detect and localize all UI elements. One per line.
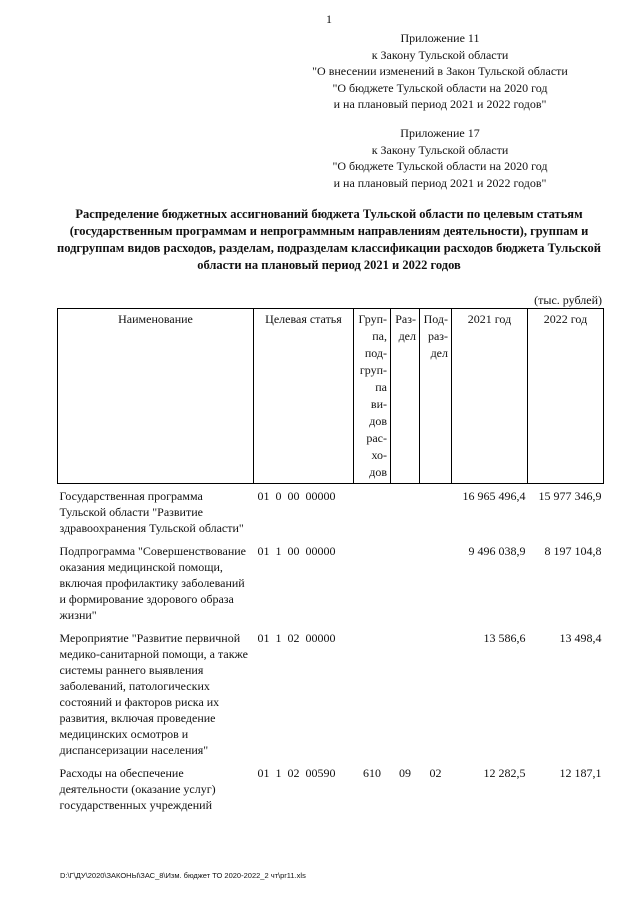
budget-table: [57, 308, 604, 820]
file-path-footer: D:\Г\ДУ\2020\ЗАКОНЫ\ЗАС_8\Изм. бюджет ТО 2020-2022_2 чт\pr11.xls: [60, 871, 306, 880]
row-2022: 8 197 104,8: [544, 544, 602, 558]
header-target: Целевая статья: [254, 309, 354, 484]
row-2021: 13 586,6: [483, 631, 526, 645]
document-title: Распределение бюджетных ассигнований бюджета Тульской области по целевым статьям (государственным программам и непрограммным направлениям деятельности), группам и подгруппам видов расходов, разделам, подразделам классификации расходов бюджета Тульской области на плановый период 2021 и 2022 годов: [57, 207, 601, 272]
row-subsection: [420, 543, 452, 630]
row-group: 610: [363, 766, 381, 780]
appendix-17-line: к Закону Тульской области: [371, 142, 509, 157]
header-2021: 2021 год: [452, 309, 528, 484]
row-section: [391, 630, 420, 765]
row-subsection: [420, 488, 452, 543]
row-target: 01 1 00 00000: [257, 544, 336, 558]
row-subsection: 02: [429, 766, 442, 780]
header-2022: 2022 год: [528, 309, 604, 484]
table-row: [58, 488, 604, 543]
appendix-11-line: и на плановый период 2021 и 2022 годов": [333, 97, 547, 111]
row-name: Подпрограмма "Совершенствование оказания медицинской помощи, включая профилактику заболеваний и формирование здорового образа жизни": [59, 544, 246, 622]
row-section: [391, 488, 420, 543]
appendix-11-line: "О внесении изменений в Закон Тульской области: [312, 64, 568, 78]
row-name: Расходы на обеспечение деятельности (оказание услуг) государственных учреждений: [59, 766, 216, 812]
appendix-17-line: "О бюджете Тульской области на 2020 год: [332, 159, 548, 173]
unit-label: (тыс. рублей): [534, 293, 602, 307]
header-name: Наименование: [58, 309, 254, 484]
row-2022: 15 977 346,9: [538, 489, 602, 503]
row-name: Мероприятие "Развитие первичной медико-санитарной помощи, а также системы раннего выявления заболеваний, патологических состояний и факторов риска их развития, включая проведение медицинских осмотров и диспансеризации населения": [59, 631, 248, 757]
appendix-17-header: [290, 125, 590, 191]
appendix-17-line: и на плановый период 2021 и 2022 годов": [333, 175, 547, 190]
row-section: [391, 543, 420, 630]
row-target: 01 0 00 00000: [257, 489, 336, 503]
row-2021: 12 282,5: [483, 766, 526, 780]
appendix-11-line: Приложение 11: [400, 31, 480, 45]
row-group: [354, 488, 391, 543]
table-row: [58, 765, 604, 820]
row-target: 01 1 02 00590: [257, 766, 336, 780]
table-row: [58, 630, 604, 765]
row-2022: 13 498,4: [559, 631, 602, 645]
appendix-11-line: к Закону Тульской области: [371, 47, 509, 62]
header-section: Раз-дел: [391, 309, 420, 484]
row-name: Государственная программа Тульской области "Развитие здравоохранения Тульской области": [59, 489, 244, 535]
header-group: Груп-па, под-груп-па ви-дов рас-хо-дов: [354, 309, 391, 484]
table-header-row: [58, 309, 604, 484]
page-number: 1: [326, 12, 332, 26]
row-group: [354, 630, 391, 765]
appendix-17-line: Приложение 17: [400, 126, 480, 140]
appendix-11-line: "О бюджете Тульской области на 2020 год: [332, 80, 548, 95]
header-subsection: Под-раз-дел: [420, 309, 452, 484]
row-subsection: [420, 630, 452, 765]
row-2021: 16 965 496,4: [462, 489, 526, 503]
row-section: 09: [399, 766, 411, 780]
row-group: [354, 543, 391, 630]
table-row: [58, 543, 604, 630]
appendix-11-header: [290, 30, 590, 113]
row-2022: 12 187,1: [559, 766, 602, 780]
row-target: 01 1 02 00000: [257, 631, 336, 645]
row-2021: 9 496 038,9: [468, 544, 526, 558]
